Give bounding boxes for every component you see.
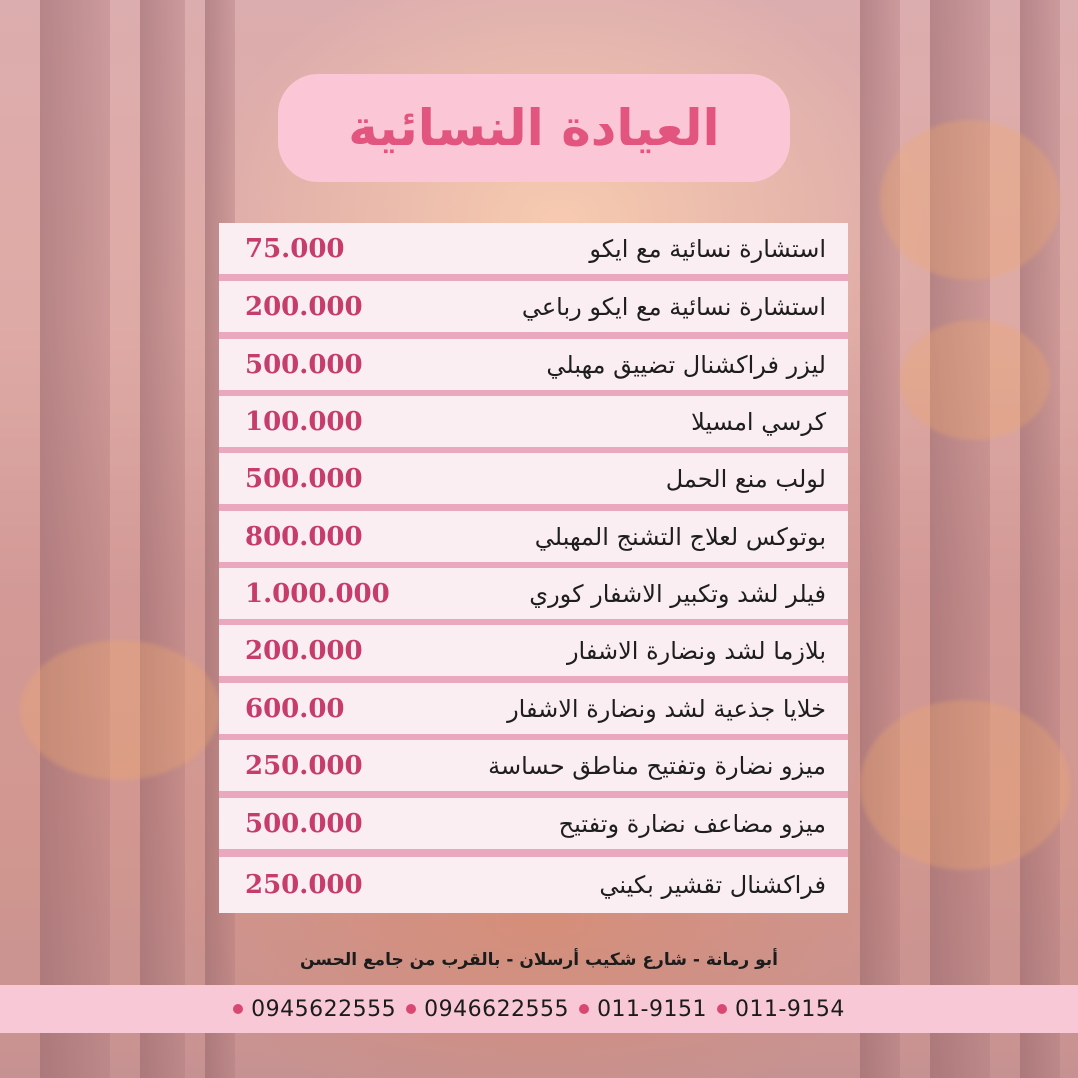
service-name: ميزو نضارة وتفتيح مناطق حساسة <box>488 751 826 780</box>
service-price: 800.000 <box>245 521 363 552</box>
price-row <box>219 568 848 619</box>
price-row <box>219 396 848 447</box>
phone-number[interactable]: 0946622555 <box>424 996 570 1022</box>
price-row <box>219 511 848 562</box>
price-row <box>219 223 848 274</box>
service-price: 250.000 <box>245 750 363 781</box>
price-list <box>219 223 848 913</box>
phone-item <box>233 997 396 1022</box>
clinic-address: أبو رمانة - شارع شكيب أرسلان - بالقرب من جامع الحسن <box>299 950 779 970</box>
service-name: استشارة نسائية مع ايكو <box>589 234 826 263</box>
bullet-dot-icon <box>233 1004 243 1014</box>
service-name: استشارة نسائية مع ايكو رباعي <box>521 292 826 321</box>
service-name: فيلر لشد وتكبير الاشفار كوري <box>529 579 826 608</box>
price-row <box>219 453 848 504</box>
title-banner <box>278 74 790 182</box>
service-price: 500.000 <box>245 349 363 380</box>
bullet-dot-icon <box>579 1004 589 1014</box>
price-row <box>219 683 848 734</box>
price-row <box>219 798 848 849</box>
service-name: خلايا جذعية لشد ونضارة الاشفار <box>507 694 826 723</box>
price-row <box>219 857 848 913</box>
service-name: ميزو مضاعف نضارة وتفتيح <box>558 809 826 838</box>
price-row <box>219 339 848 390</box>
phone-item <box>579 997 707 1022</box>
service-price: 75.000 <box>245 233 345 264</box>
page-title: العيادة النسائية <box>348 99 720 157</box>
service-name: لولب منع الحمل <box>665 464 826 493</box>
service-name: ليزر فراكشنال تضييق مهبلي <box>546 350 826 379</box>
price-row <box>219 740 848 791</box>
price-row <box>219 281 848 332</box>
phone-number[interactable]: 011-9151 <box>597 996 707 1022</box>
service-name: بوتوكس لعلاج التشنج المهبلي <box>534 522 826 551</box>
service-price: 200.000 <box>245 635 363 666</box>
bullet-dot-icon <box>406 1004 416 1014</box>
phone-number[interactable]: 011-9154 <box>734 996 845 1022</box>
phone-list <box>233 997 845 1022</box>
service-name: فراكشنال تقشير بكيني <box>599 871 826 899</box>
service-price: 500.000 <box>245 808 363 839</box>
service-price: 200.000 <box>245 291 363 322</box>
phone-bar <box>0 985 1078 1033</box>
phone-item <box>406 997 569 1022</box>
service-price: 1.000.000 <box>245 578 390 609</box>
service-price: 600.00 <box>245 693 345 724</box>
service-price: 250.000 <box>245 870 363 900</box>
phone-number[interactable]: 0945622555 <box>251 996 397 1022</box>
service-name: بلازما لشد ونضارة الاشفار <box>566 636 826 665</box>
bullet-dot-icon <box>717 1004 727 1014</box>
price-row <box>219 625 848 676</box>
phone-item <box>717 997 845 1022</box>
service-price: 500.000 <box>245 463 363 494</box>
service-name: كرسي امسيلا <box>691 407 826 436</box>
service-price: 100.000 <box>245 406 363 437</box>
